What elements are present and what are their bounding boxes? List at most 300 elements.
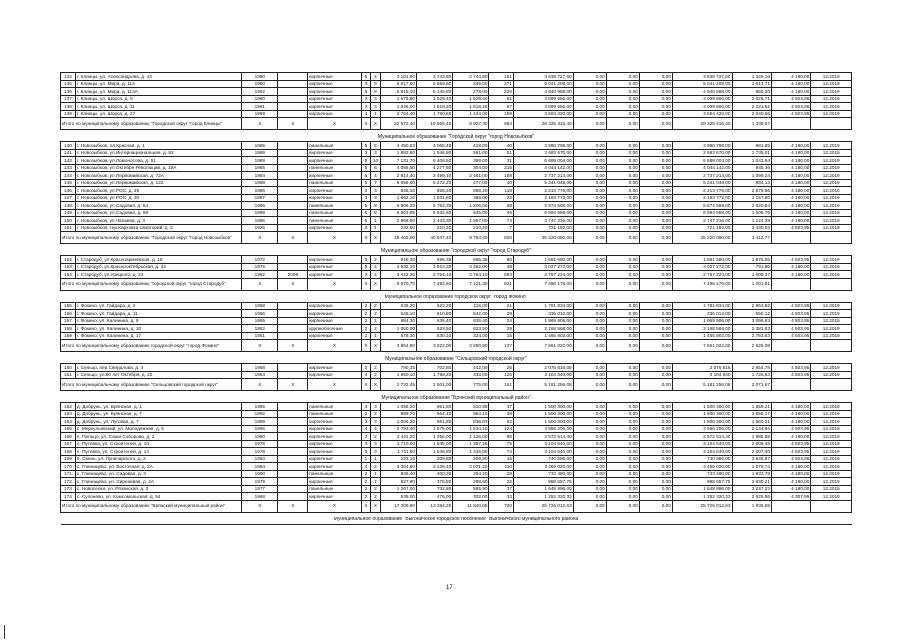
total-cell: 0,00 (639, 232, 672, 244)
table-cell: 0,00 (639, 103, 672, 111)
table-cell: 1 465 902,00 (514, 332, 574, 340)
total-cell (811, 379, 852, 391)
table-row (61, 403, 852, 411)
table-cell: 2 (371, 364, 381, 372)
table-cell: 1 876,55 (732, 256, 771, 264)
table-cell: 4 180,00 (771, 202, 810, 210)
table-cell: 1986 (242, 187, 278, 195)
table-cell: 271 (489, 80, 514, 88)
table-row (61, 80, 852, 88)
table-cell: панельные (308, 485, 361, 493)
table-cell: 0,00 (573, 172, 606, 180)
table-cell: 1 529,40 (453, 95, 489, 103)
table-cell: 1980 (242, 433, 278, 441)
table-cell: кирпичные (308, 440, 361, 448)
table-cell: 12.2019 (811, 403, 852, 411)
table-cell: 0,00 (606, 149, 639, 157)
table-cell: 1969 (242, 110, 278, 118)
table-cell: 6 406,50 (417, 157, 453, 165)
table-cell: 4 503,95 (771, 325, 810, 333)
table-cell: 2 743,80 (417, 73, 453, 81)
table-cell (278, 157, 308, 165)
table-cell: 5 (361, 209, 371, 217)
table-cell: 135 (61, 80, 76, 88)
total-cell: 7 496 176,00 (514, 278, 574, 290)
table-cell: 4 180,00 (771, 470, 810, 478)
table-cell: 3 469 020,00 (514, 463, 574, 471)
table-cell: 1 252 320,33 (514, 493, 574, 501)
housing-register-table (60, 72, 852, 525)
table-cell: 1989 (242, 157, 278, 165)
table-cell: 1 020,84 (732, 202, 771, 210)
total-cell: 0,00 (639, 340, 672, 352)
table-cell: 152 (61, 256, 76, 264)
table-cell: 12.2019 (811, 302, 852, 310)
table-cell: 623,50 (453, 325, 489, 333)
table-cell: 3 823,30 (417, 263, 453, 271)
table-cell: 6 658,60 (380, 179, 416, 187)
table-cell: 12.2019 (811, 455, 852, 463)
table-cell: 542,00 (453, 310, 489, 318)
table-cell: кирпичные (308, 433, 361, 441)
table-cell: г. Новозыбков, ул.Садовая, д. 54 (75, 202, 241, 210)
table-cell: 1 500 300,00 (672, 418, 732, 426)
table-cell: 336 012,00 (672, 310, 732, 318)
table-cell (278, 425, 308, 433)
total-cell: 775,00 (453, 379, 489, 391)
table-cell: д. Добрунь, ул. Брянская, д. 1 (75, 403, 241, 411)
table-cell: 22 (489, 194, 514, 202)
table-cell: 1962 (242, 88, 278, 96)
table-cell: 172 (61, 478, 76, 486)
table-cell (278, 217, 308, 225)
table-cell: г. Новозыбков, ул.РОС, д. 30 (75, 194, 241, 202)
table-cell: 2 737 214,00 (672, 172, 732, 180)
table-cell: 4 503,95 (771, 332, 810, 340)
total-cell: X (308, 340, 361, 352)
table-cell: 623,50 (417, 325, 453, 333)
table-cell: 2 (361, 187, 371, 195)
table-cell: 6 594 558,00 (514, 209, 574, 217)
table-cell: 740 586,00 (672, 455, 732, 463)
table-cell: 1 006,76 (732, 209, 771, 217)
table-cell: 3 (371, 403, 381, 411)
table-cell: 0,00 (606, 493, 639, 501)
table-cell: 12.2019 (811, 271, 852, 279)
table-cell: 116,00 (453, 302, 489, 310)
total-cell: X (361, 500, 371, 512)
table-cell: 75 (489, 440, 514, 448)
table-cell: г. Клинцы, ул. Мира, д. 113А (75, 88, 241, 96)
table-cell: 1 (361, 455, 371, 463)
table-cell: г. Фокино, ул. Калинина, д. 10 (75, 325, 241, 333)
table-cell: 37 (489, 403, 514, 411)
table-cell: 1 (371, 332, 381, 340)
table-cell: 1 157,60 (732, 194, 771, 202)
table-cell: 6 594 558,00 (672, 209, 732, 217)
table-cell: 858,20 (453, 187, 489, 195)
table-cell: 155 (61, 302, 76, 310)
table-cell: 0,00 (606, 179, 639, 187)
table-cell: 369,00 (453, 157, 489, 165)
table-cell: 836,40 (380, 470, 416, 478)
table-cell: 1 441,20 (380, 433, 416, 441)
table-cell: 5 241 048,00 (514, 179, 574, 187)
table-cell: 12.2019 (811, 157, 852, 165)
table-cell: кирпичные (308, 478, 361, 486)
table-cell: 0,00 (639, 164, 672, 172)
total-cell (771, 500, 810, 512)
table-cell: 173 (61, 485, 76, 493)
total-cell: 45 465,00 (380, 232, 416, 244)
total-label: Итого по муниципальному образованию "Брянский муниципальный район" (61, 500, 242, 512)
total-cell: 25 726 012,63 (672, 500, 732, 512)
table-cell: 4 503,95 (771, 371, 810, 379)
table-cell: 1978 (242, 448, 278, 456)
table-cell: 0,00 (606, 332, 639, 340)
table-cell (278, 179, 308, 187)
table-cell: 0,00 (606, 263, 639, 271)
table-cell: 5 241 048,00 (672, 179, 732, 187)
table-cell: 3 546,87 (732, 455, 771, 463)
table-cell: 0,00 (606, 172, 639, 180)
table-cell: 4 044 142,00 (514, 164, 574, 172)
table-cell: 1979 (242, 478, 278, 486)
table-cell: 4 (371, 271, 381, 279)
total-cell: 7 661 022,00 (514, 340, 574, 352)
table-cell: 4 490,63 (380, 142, 416, 150)
table-cell: 1 326,16 (732, 73, 771, 81)
table-cell: с. Глинищево, ул. Садовая, д. 3 (75, 470, 241, 478)
table-cell: 5 272,20 (417, 179, 453, 187)
total-cell: 3 022,00 (417, 340, 453, 352)
total-cell: 0,00 (606, 500, 639, 512)
table-cell: 2 007,40 (732, 448, 771, 456)
total-cell: 8 927,30 (453, 118, 489, 130)
table-cell (278, 485, 308, 493)
table-cell: 585,90 (453, 485, 489, 493)
table-cell: 1 545,00 (417, 440, 453, 448)
table-cell: 0,00 (606, 73, 639, 81)
table-cell: 12.2019 (811, 371, 852, 379)
table-cell: 2 683 670,00 (514, 149, 574, 157)
table-cell: 5 (361, 157, 371, 165)
table-cell: 2 787 224,00 (514, 271, 574, 279)
table-cell: 26 (489, 364, 514, 372)
total-cell: 0,00 (606, 278, 639, 290)
table-cell (278, 103, 308, 111)
table-cell: 37 (489, 485, 514, 493)
table-cell: 12.2019 (811, 463, 852, 471)
table-cell: панельные (308, 179, 361, 187)
table-cell: 3 638 727,60 (514, 73, 574, 81)
table-cell (278, 187, 308, 195)
table-cell: 5 754,30 (417, 202, 453, 210)
table-cell: 5 (361, 217, 371, 225)
table-cell: 0,00 (639, 440, 672, 448)
table-cell: 2 (371, 310, 381, 318)
table-cell (278, 455, 308, 463)
table-cell: 0,00 (606, 95, 639, 103)
table-row (61, 463, 852, 471)
table-cell: 1 781 834,00 (514, 302, 574, 310)
table-cell: кирпичные (308, 463, 361, 471)
table-cell: 0,00 (573, 470, 606, 478)
table-cell: 209,80 (417, 455, 453, 463)
table-cell: 3 099 666,00 (672, 95, 732, 103)
table-cell: 3 (371, 187, 381, 195)
table-cell: 12.2019 (811, 142, 852, 150)
table-row (61, 187, 852, 195)
table-cell: кирпичные (308, 455, 361, 463)
table-cell: 226 (489, 88, 514, 96)
table-cell: кирпичные (308, 80, 361, 88)
table-cell: кирпичные (308, 493, 361, 501)
table-cell: 984,30 (380, 317, 416, 325)
table-cell (278, 149, 308, 157)
table-cell: 0,00 (639, 263, 672, 271)
table-cell: 5 (361, 263, 371, 271)
table-cell: 6 (371, 142, 381, 150)
total-cell: 5 181 256,08 (514, 379, 574, 391)
table-cell: 28 (489, 470, 514, 478)
table-cell: 4 503,95 (771, 256, 810, 264)
total-cell: 17 309,90 (380, 500, 416, 512)
table-cell: 1966 (242, 425, 278, 433)
table-cell: 3 462,00 (453, 263, 489, 271)
table-cell: 530,10 (417, 332, 453, 340)
table-cell: 0,00 (606, 217, 639, 225)
table-cell: 12.2019 (811, 217, 852, 225)
total-cell: 0,00 (573, 278, 606, 290)
table-cell: кирпичные (308, 110, 361, 118)
table-cell: 0,00 (573, 440, 606, 448)
table-cell: 0,00 (639, 463, 672, 471)
table-cell: 1953 (242, 455, 278, 463)
table-cell: 4 (361, 371, 371, 379)
table-cell: 1 862,10 (380, 194, 416, 202)
table-cell: 1 790,60 (417, 110, 453, 118)
table-cell: 3 099 666,00 (514, 103, 574, 111)
table-cell: п. Путевка, ул. Строителей, д. 10 (75, 440, 241, 448)
total-cell: 0,00 (639, 500, 672, 512)
table-cell: 1988 (242, 179, 278, 187)
table-cell: 124 (489, 425, 514, 433)
table-cell: 1 985,58 (732, 433, 771, 441)
table-cell: 2 (361, 410, 371, 418)
table-cell: 3 (371, 194, 381, 202)
table-cell: 6 688 004,00 (672, 157, 732, 165)
table-cell: с. Супонево, ул. Комсомольская, д. 54 (75, 493, 241, 501)
table-cell: 5 659,50 (417, 80, 453, 88)
table-cell: 6 (371, 164, 381, 172)
table-cell (278, 364, 308, 372)
table-row (61, 73, 852, 81)
total-cell (811, 118, 852, 130)
table-cell: 159 (61, 332, 76, 340)
table-cell: 1 (371, 317, 381, 325)
table-cell: 74 (489, 448, 514, 456)
table-cell: кирпичные (308, 448, 361, 456)
table-cell: 12.2019 (811, 110, 852, 118)
table-cell: 159 (489, 110, 514, 118)
table-cell: 4 (371, 425, 381, 433)
table-cell: 150 (61, 217, 76, 225)
table-cell: 3 104 640,00 (514, 371, 574, 379)
table-cell: 12.2019 (811, 73, 852, 81)
total-cell: 0,00 (639, 379, 672, 391)
table-cell: 4 180,00 (771, 149, 810, 157)
table-cell: 333,00 (453, 371, 489, 379)
table-cell: 1975 (242, 263, 278, 271)
table-cell: 1 (371, 110, 381, 118)
table-cell: 1 831,80 (417, 194, 453, 202)
table-cell: 3 654 420,00 (672, 110, 732, 118)
table-cell: 3 099 666,00 (672, 103, 732, 111)
table-cell: 1 711,60 (380, 448, 416, 456)
table-cell: 165 (61, 425, 76, 433)
table-cell: 1 681 680,00 (514, 256, 574, 264)
total-cell: 0,00 (573, 340, 606, 352)
table-cell: 5 815,10 (380, 88, 416, 96)
table-cell: д. Добрунь, ул. Брянская, д. 7 (75, 410, 241, 418)
table-cell: 2008 (278, 271, 308, 279)
total-cell: 7 496 176,00 (672, 278, 732, 290)
table-cell: 174 (61, 493, 76, 501)
table-cell: 125 (489, 371, 514, 379)
table-cell: 0,00 (639, 110, 672, 118)
table-cell: 2 (371, 302, 381, 310)
table-cell: 1 267,00 (380, 485, 416, 493)
table-cell: 1 (371, 224, 381, 232)
table-cell: панельные (308, 202, 361, 210)
table-cell: 0,00 (573, 95, 606, 103)
table-cell: 721 182,00 (672, 224, 732, 232)
table-cell: 1992 (242, 410, 278, 418)
table-cell: 1990 (242, 73, 278, 81)
table-cell (278, 433, 308, 441)
table-cell: 1985 (242, 142, 278, 150)
table-cell: 138 (61, 103, 76, 111)
table-cell: 1 556,17 (732, 410, 771, 418)
table-cell: 2 763,63 (732, 332, 771, 340)
table-cell: г. Сельцо, ул.60 лет Октября, д. 20 (75, 371, 241, 379)
table-cell: 0,00 (606, 440, 639, 448)
table-cell: 3 566 206,00 (514, 425, 574, 433)
table-cell: г. Клинцы, ул. Александрова, д. 43 (75, 73, 241, 81)
table-cell: 0,00 (639, 80, 672, 88)
table-cell: кирпичные (308, 88, 361, 96)
table-cell: 4 503,95 (771, 455, 810, 463)
table-cell: 3 990 798,00 (514, 142, 574, 150)
table-cell: 2 572 514,40 (514, 433, 574, 441)
table-cell: 0,00 (639, 149, 672, 157)
table-cell: 12.2019 (811, 202, 852, 210)
table-cell: 2 579,56 (732, 187, 771, 195)
table-cell: с. Глинищево, ул. Восточная, д. 2А (75, 463, 241, 471)
table-cell: 0,00 (606, 364, 639, 372)
table-cell: 0,00 (639, 332, 672, 340)
table-row (61, 470, 852, 478)
table-cell: 0,00 (573, 179, 606, 187)
total-cell: X (371, 379, 381, 391)
table-cell: 1 710,00 (380, 440, 416, 448)
table-cell: 2 747 216,00 (672, 217, 732, 225)
table-cell: 336 012,00 (514, 310, 574, 318)
table-cell: г. Новозыбков, пл.Красная, д. 1 (75, 142, 241, 150)
table-cell: 12.2019 (811, 263, 852, 271)
table-cell: 0,00 (606, 202, 639, 210)
table-cell: 52 (489, 418, 514, 426)
table-row (61, 103, 852, 111)
table-cell: 1 500 300,00 (514, 403, 574, 411)
total-cell: 0,00 (573, 500, 606, 512)
table-cell: 2 193 772,00 (672, 194, 732, 202)
table-row (61, 157, 852, 165)
table-cell: 2 (361, 332, 371, 340)
table-cell: 0,00 (606, 418, 639, 426)
section-heading-row (61, 517, 852, 525)
table-cell: 0,00 (639, 310, 672, 318)
total-cell (811, 232, 852, 244)
table-cell: 8 (371, 88, 381, 96)
table-row (61, 425, 852, 433)
table-cell: 702,80 (417, 364, 453, 372)
table-cell: кирпичные (308, 256, 361, 264)
table-cell: 0,00 (606, 103, 639, 111)
table-cell: 1958 (242, 364, 278, 372)
total-cell: X (242, 500, 278, 512)
table-cell: 4 503,95 (771, 95, 810, 103)
table-cell: 1985 (242, 403, 278, 411)
table-cell: 158 (489, 172, 514, 180)
table-cell: 8 (371, 202, 381, 210)
table-cell: 5 (361, 164, 371, 172)
table-cell: 7 (489, 224, 514, 232)
total-cell: 0,00 (606, 379, 639, 391)
table-cell: 1 500 300,00 (672, 403, 732, 411)
table-cell: 695,35 (453, 256, 489, 264)
table-cell: 2 (361, 433, 371, 441)
total-cell: 821 (489, 278, 514, 290)
table-cell (278, 263, 308, 271)
total-cell: 9 753,40 (453, 232, 489, 244)
table-cell: 134 (61, 73, 76, 81)
table-cell: кирпичные (308, 172, 361, 180)
table-cell: 0,00 (639, 73, 672, 81)
table-cell: 166 (61, 433, 76, 441)
table-cell: 0,00 (573, 80, 606, 88)
table-cell: 0,00 (639, 194, 672, 202)
table-cell: 1989 (242, 418, 278, 426)
table-cell: г. Фокино, ул. Гайдара, д. 2 (75, 302, 241, 310)
table-cell: 1 726,53 (732, 371, 771, 379)
total-cell: X (242, 118, 278, 130)
table-cell: 960,20 (732, 88, 771, 96)
total-row (61, 278, 852, 290)
table-cell (278, 325, 308, 333)
total-cell: 1 112,77 (732, 232, 771, 244)
table-cell: 2 747 216,00 (514, 217, 574, 225)
table-row (61, 194, 852, 202)
table-cell: 141 (61, 149, 76, 157)
table-cell: 1982 (242, 271, 278, 279)
table-cell: кирпичные (308, 364, 361, 372)
table-cell: 2 071,20 (453, 463, 489, 471)
table-cell: 988 657,75 (514, 478, 574, 486)
table-cell: 0,00 (573, 88, 606, 96)
table-cell: 86 (489, 433, 514, 441)
